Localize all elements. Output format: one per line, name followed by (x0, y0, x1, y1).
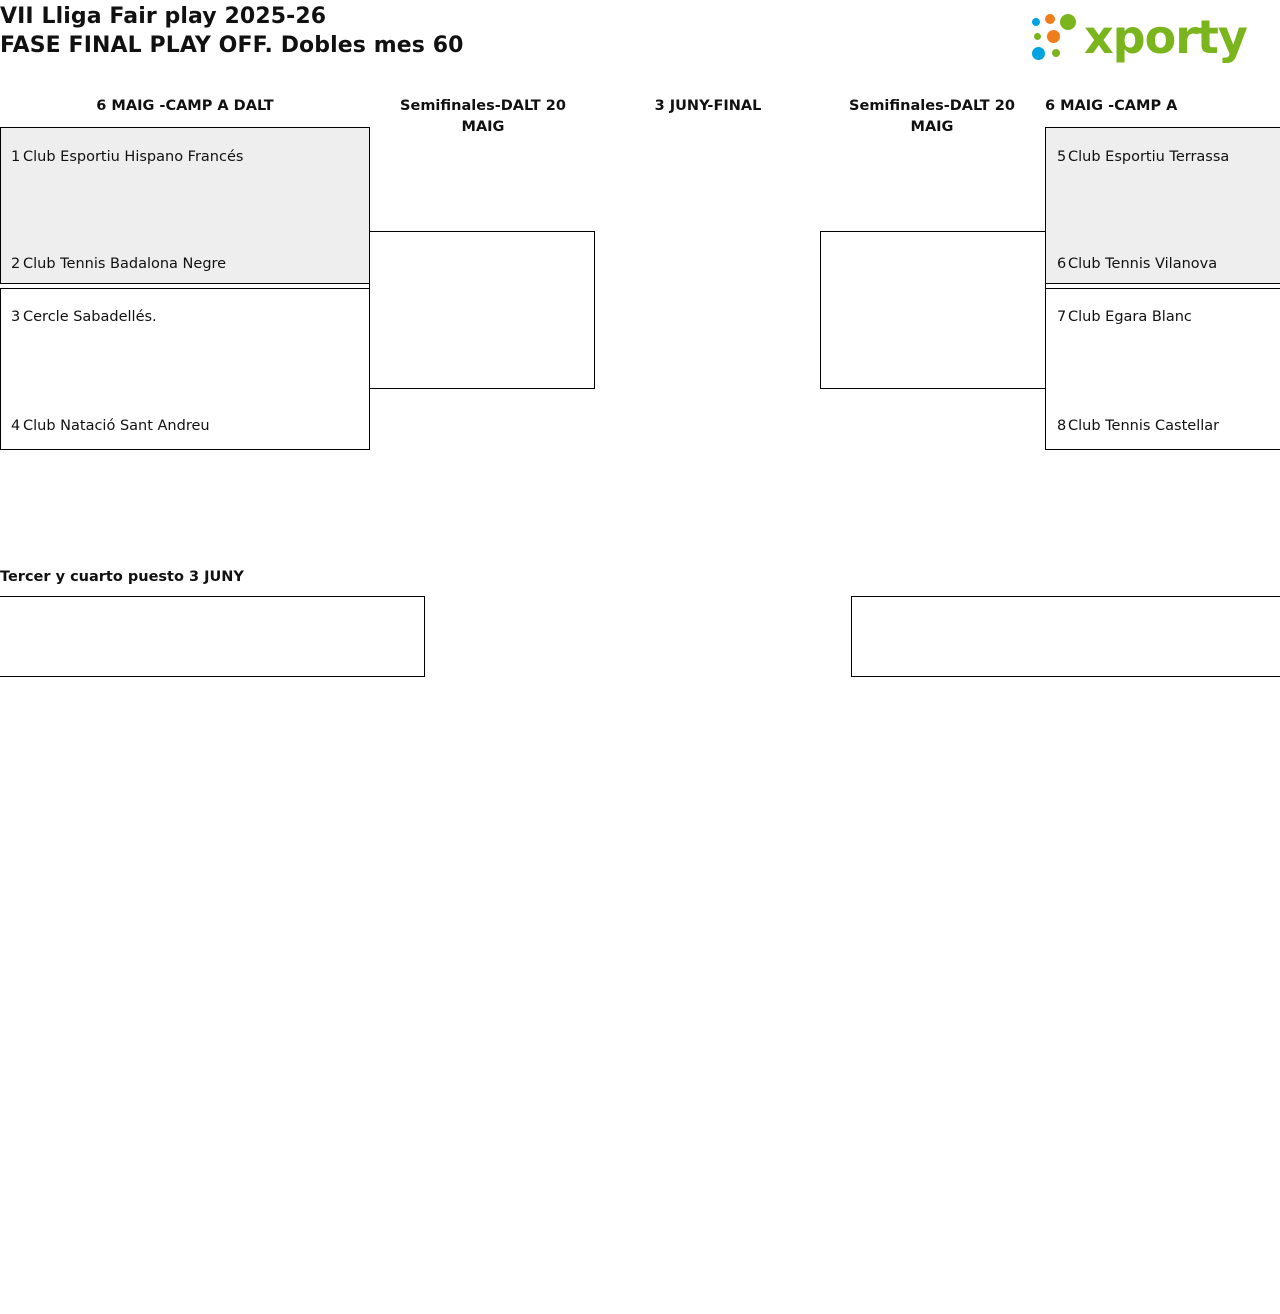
match-box-left-1[interactable] (0, 127, 370, 284)
team-name: Cercle Sabadellés. (23, 309, 157, 325)
team-name: Club Tennis Vilanova (1068, 256, 1218, 272)
seed-number: 6 (1057, 256, 1067, 272)
page-title-line-2: FASE FINAL PLAY OFF. Dobles mes 60 (0, 33, 464, 58)
seed-number: 3 (11, 309, 21, 325)
team-name: Club Natació Sant Andreu (23, 418, 210, 434)
seed-number: 4 (11, 418, 21, 434)
team-name: Club Esportiu Hispano Francés (23, 149, 244, 165)
match-box-left-semifinal[interactable] (369, 231, 595, 389)
match-slot[interactable] (1, 254, 369, 274)
match-box-right-semifinal[interactable] (820, 231, 1046, 389)
page-title-line-1: VII Lliga Fair play 2025-26 (0, 4, 327, 29)
seed-number: 5 (1057, 149, 1067, 165)
match-slot[interactable] (1, 147, 369, 167)
seed-number: 8 (1057, 418, 1067, 434)
xporty-logo (1032, 6, 1272, 68)
third-place-box-right[interactable] (851, 596, 1280, 677)
logo-dots-icon (1032, 14, 1084, 60)
column-header-final: 3 JUNY-FINAL (654, 98, 762, 114)
column-header-left-round1: 6 MAIG -CAMP A DALT (96, 98, 274, 114)
third-place-box-left[interactable] (0, 596, 425, 677)
match-slot[interactable] (1046, 254, 1280, 274)
team-name: Club Egara Blanc (1068, 309, 1192, 325)
match-slot[interactable] (1046, 307, 1280, 327)
column-header-right-round1: 6 MAIG -CAMP A (1045, 98, 1178, 114)
column-header-left-semifinal: Semifinales-DALT 20 MAIG (400, 98, 566, 135)
seed-number: 2 (11, 256, 21, 272)
team-name: Club Tennis Castellar (1068, 418, 1220, 434)
seed-number: 7 (1057, 309, 1067, 325)
match-box-right-1[interactable] (1045, 127, 1280, 284)
seed-number: 1 (11, 149, 21, 165)
match-slot[interactable] (1, 307, 369, 327)
column-header-right-semifinal: Semifinales-DALT 20 MAIG (849, 98, 1015, 135)
logo-wordmark: xporty (1084, 10, 1247, 64)
team-name: Club Tennis Badalona Negre (23, 256, 227, 272)
match-box-left-2[interactable] (0, 288, 370, 450)
team-name: Club Esportiu Terrassa (1068, 149, 1230, 165)
match-slot[interactable] (1046, 147, 1280, 167)
match-box-right-2[interactable] (1045, 288, 1280, 450)
match-slot[interactable] (1, 416, 369, 436)
match-slot[interactable] (1046, 416, 1280, 436)
page-title (0, 2, 900, 60)
third-place-label: Tercer y cuarto puesto 3 JUNY (0, 569, 244, 585)
